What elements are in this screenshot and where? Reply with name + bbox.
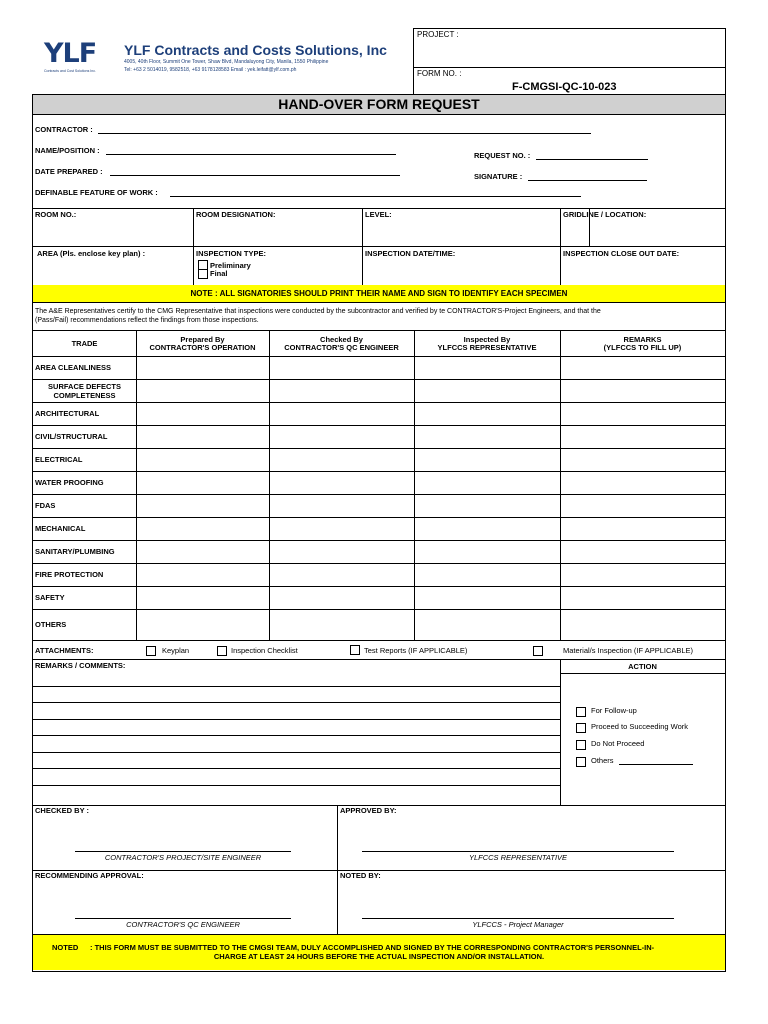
others-checkbox[interactable] <box>576 757 586 767</box>
prepared-by-header: Prepared By <box>180 335 225 344</box>
final-label: Final <box>210 269 228 278</box>
checked-by-sign-label: CHECKED BY : <box>35 806 90 815</box>
company-contact: Tel: +63 2 5014019, 9582518, +63 9178128583 Email : yek.leifatt@ylf.com.ph <box>124 67 297 73</box>
approved-by-label: APPROVED BY: <box>340 806 397 815</box>
company-name: YLF Contracts and Costs Solutions, Inc <box>124 42 387 58</box>
materials-label: Material/s Inspection (IF APPLICABLE) <box>563 646 694 655</box>
trade-label: OTHERS <box>35 620 67 629</box>
trade-label: FDAS <box>35 501 56 510</box>
definable-feature-line[interactable] <box>170 196 581 197</box>
test-reports-checkbox[interactable] <box>350 645 360 655</box>
inspection-datetime-label: INSPECTION DATE/TIME: <box>365 249 456 258</box>
checked-by-header: Checked By <box>320 335 363 344</box>
footer-line-2: CHARGE AT LEAST 24 HOURS BEFORE THE ACTUAL INSPECTION AND/OR INSTALLATION. <box>213 952 545 961</box>
close-out-label: INSPECTION CLOSE OUT DATE: <box>563 249 680 258</box>
signature-line[interactable] <box>528 180 647 181</box>
room-no-label: ROOM NO.: <box>35 210 77 219</box>
trade-label: SAFETY <box>35 593 65 602</box>
others-label: Others <box>591 756 614 765</box>
table-row <box>33 356 725 379</box>
table-row <box>33 425 725 448</box>
inspected-by-header: Inspected By <box>463 335 511 344</box>
table-row <box>33 379 725 402</box>
follow-up-label: For Follow-up <box>591 706 637 715</box>
company-address: 4005, 40th Floor, Summit One Tower, Shaw Blvd, Mandaluyong City, Manila, 1550 Philippine <box>124 59 329 65</box>
remarks-comments-label: REMARKS / COMMENTS: <box>35 661 126 670</box>
table-row <box>33 517 725 540</box>
date-prepared-label: DATE PREPARED : <box>35 167 103 176</box>
inspection-type-label: INSPECTION TYPE: <box>196 249 267 258</box>
site-engineer-signature-line[interactable] <box>75 851 291 852</box>
materials-checkbox[interactable] <box>533 646 543 656</box>
table-row <box>33 563 725 586</box>
checklist-checkbox[interactable] <box>217 646 227 656</box>
footer-noted-label: NOTED <box>52 943 79 952</box>
contractor-label: CONTRACTOR : <box>35 125 93 134</box>
proceed-label: Proceed to Succeeding Work <box>591 722 688 731</box>
request-no-line[interactable] <box>536 159 648 160</box>
checklist-label: Inspection Checklist <box>231 646 298 655</box>
ylfccs-rep-caption: YLFCCS REPRESENTATIVE <box>468 853 568 862</box>
form-title: HAND-OVER FORM REQUEST <box>33 95 725 115</box>
area-label: AREA (Pls. enclose key plan) : <box>37 249 146 258</box>
level-label: LEVEL: <box>365 210 392 219</box>
inspected-by-sub: YLFCCS REPRESENTATIVE <box>437 343 537 352</box>
name-position-line[interactable] <box>106 154 396 155</box>
others-line[interactable] <box>619 764 693 765</box>
table-row <box>33 586 725 609</box>
preliminary-label: Preliminary <box>210 261 251 270</box>
trade-label: SURFACE DEFECTS COMPLETENESS <box>48 382 121 400</box>
trade-label: AREA CLEANLINESS <box>35 363 111 372</box>
form-no-label: FORM NO. : <box>417 69 462 78</box>
follow-up-checkbox[interactable] <box>576 707 586 717</box>
table-row <box>33 471 725 494</box>
table-row <box>33 494 725 517</box>
recommending-label: RECOMMENDING APPROVAL: <box>35 871 144 880</box>
room-designation-label: ROOM DESIGNATION: <box>196 210 276 219</box>
project-manager-signature-line[interactable] <box>362 918 674 919</box>
request-no-label: REQUEST NO. : <box>474 151 531 160</box>
trade-label: MECHANICAL <box>35 524 86 533</box>
table-row <box>33 448 725 471</box>
do-not-proceed-label: Do Not Proceed <box>591 739 645 748</box>
certify-line-1: The A&E Representatives certify to the CMG Representative that inspections were conducted by the subcontractor and verified by te CONTRACTOR'S-Project Engineers, and that the <box>35 308 601 315</box>
do-not-proceed-checkbox[interactable] <box>576 740 586 750</box>
gridline-label: GRIDLINE / LOCATION: <box>563 210 647 219</box>
ylfccs-rep-signature-line[interactable] <box>362 851 674 852</box>
remarks-sub: (YLFCCS TO FILL UP) <box>603 343 682 352</box>
table-row <box>33 540 725 563</box>
trade-label: CIVIL/STRUCTURAL <box>35 432 108 441</box>
final-checkbox[interactable] <box>198 269 208 279</box>
trade-header: TRADE <box>71 339 98 348</box>
table-row <box>33 609 725 640</box>
proceed-checkbox[interactable] <box>576 723 586 733</box>
trade-label: ARCHITECTURAL <box>35 409 100 418</box>
name-position-label: NAME/POSITION : <box>35 146 100 155</box>
keyplan-checkbox[interactable] <box>146 646 156 656</box>
trade-label: SANITARY/PLUMBING <box>35 547 115 556</box>
footer-line-1: : THIS FORM MUST BE SUBMITTED TO THE CMGSI TEAM, DULY ACCOMPLISHED AND SIGNED BY THE CORRESPONDING CONTRACTOR'S PERSONNEL-IN- <box>90 943 655 952</box>
definable-feature-label: DEFINABLE FEATURE OF WORK : <box>35 188 158 197</box>
form-no-value: F-CMGSI-QC-10-023 <box>512 81 617 93</box>
project-label: PROJECT : <box>417 30 459 39</box>
trade-label: WATER PROOFING <box>35 478 104 487</box>
contractor-line[interactable] <box>98 133 591 134</box>
signatory-note: NOTE : ALL SIGNATORIES SHOULD PRINT THEIR NAME AND SIGN TO IDENTIFY EACH SPECIMEN <box>33 285 725 303</box>
action-title: ACTION <box>628 662 657 671</box>
prepared-by-sub: CONTRACTOR'S OPERATION <box>149 343 256 352</box>
checked-by-sub: CONTRACTOR'S QC ENGINEER <box>284 343 399 352</box>
keyplan-label: Keyplan <box>162 646 190 655</box>
noted-by-label: NOTED BY: <box>340 871 381 880</box>
company-logo: YLF <box>44 38 97 69</box>
remarks-header: REMARKS <box>623 335 662 344</box>
trade-label: ELECTRICAL <box>35 455 83 464</box>
site-engineer-caption: CONTRACTOR'S PROJECT/SITE ENGINEER <box>104 853 262 862</box>
date-prepared-line[interactable] <box>110 175 400 176</box>
qc-engineer-signature-line[interactable] <box>75 918 291 919</box>
signature-label: SIGNATURE : <box>474 172 523 181</box>
table-row <box>33 402 725 425</box>
logo-subtext: Contracts and Cost Solutions Inc. <box>44 69 96 73</box>
project-manager-caption: YLFCCS - Project Manager <box>472 920 564 929</box>
qc-engineer-caption: CONTRACTOR'S QC ENGINEER <box>126 920 240 929</box>
attachments-label: ATTACHMENTS: <box>35 646 94 655</box>
certify-line-2: (Pass/Fail) recommendations reflect the findings from those inspections. <box>35 317 259 324</box>
test-reports-label: Test Reports (IF APPLICABLE) <box>364 646 468 655</box>
trade-label: FIRE PROTECTION <box>35 570 104 579</box>
